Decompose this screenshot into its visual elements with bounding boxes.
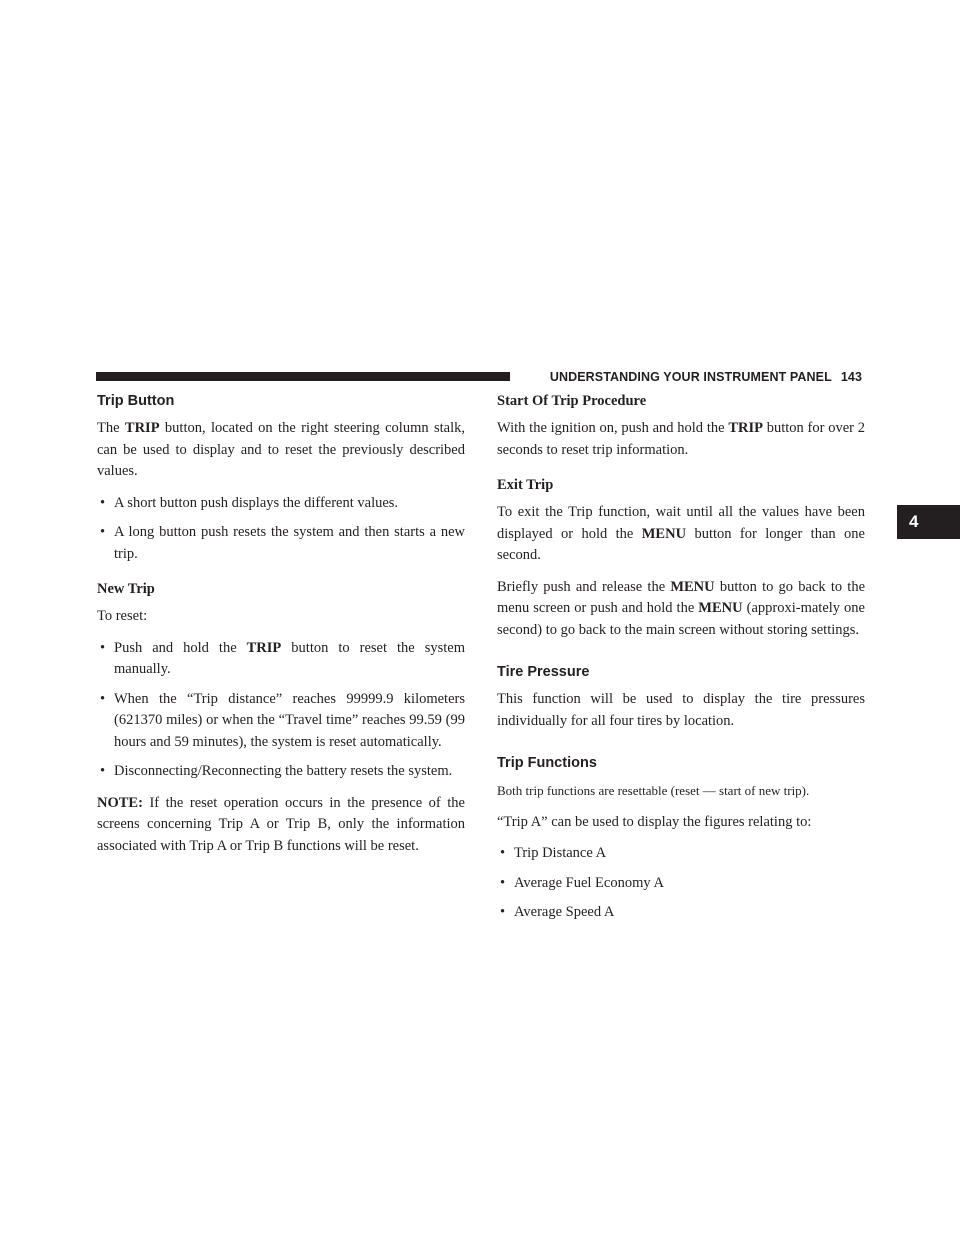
heading-trip-button: Trip Button (97, 393, 175, 409)
trip-keyword: TRIP (246, 639, 282, 656)
new-trip-intro: To reset: (97, 608, 148, 624)
trip-button-paragraph: The TRIP button, located on the right steering column stalk, can be used to display and to reset the previously described values. (97, 420, 465, 479)
heading-start-of-trip: Start Of Trip Procedure (497, 393, 647, 409)
trip-keyword: TRIP (124, 420, 160, 436)
list-item: • A long button push resets the system and then starts a new trip. (100, 524, 465, 562)
heading-new-trip: New Trip (97, 581, 155, 597)
trip-functions-paragraph-2: “Trip A” can be used to display the figures relating to: (497, 813, 812, 830)
trip-button-list (97, 493, 465, 566)
start-trip-paragraph: With the ignition on, push and hold the TRIP button for over 2 seconds to reset trip information. (497, 420, 866, 458)
heading-trip-functions: Trip Functions (497, 755, 597, 771)
exit-trip-paragraph-2: Briefly push and release the MENU button to go back to the menu screen or push and hold the MENU (approxi-mately one second) to go back to the main screen without storing settings. (497, 578, 865, 638)
trip-functions-paragraph-1: Both trip functions are resettable (reset — start of new trip). (497, 783, 810, 798)
right-column (497, 392, 865, 934)
left-column (97, 392, 465, 867)
exit-trip-paragraph-1: To exit the Trip function, wait until all the values have been displayed or hold the MENU button for longer than one second. (497, 504, 865, 563)
list-item: • Trip Distance A (500, 845, 607, 861)
list-item: • When the “Trip distance” reaches 99999.9 kilometers (621370 miles) or when the “Travel time” reaches 99.59 (99 hours and 59 minutes), the system is reset automatically. (100, 690, 465, 750)
section-title: UNDERSTANDING YOUR INSTRUMENT PANEL (549, 370, 832, 384)
heading-tire-pressure: Tire Pressure (497, 664, 590, 680)
page-number: 143 (840, 370, 862, 384)
list-item: • Average Speed A (500, 904, 615, 920)
chapter-tab[interactable] (897, 505, 960, 539)
header-rule (96, 372, 510, 381)
list-item: • Disconnecting/Reconnecting the battery resets the system. (100, 763, 453, 779)
heading-exit-trip: Exit Trip (497, 477, 554, 493)
trip-keyword: TRIP (728, 420, 763, 436)
tire-pressure-paragraph: This function will be used to display the tire pressures individually for all four tires by location. (497, 691, 865, 729)
note-paragraph: NOTE: If the reset operation occurs in the presence of the screens concerning Trip A or Trip B, only the information associated with Trip A or Trip B functions will be reset. (97, 794, 465, 854)
menu-keyword: MENU (698, 600, 743, 616)
menu-keyword: MENU (641, 525, 687, 542)
running-header (521, 370, 862, 384)
list-item: • A short button push displays the different values. (100, 494, 399, 511)
new-trip-list (97, 638, 465, 783)
chapter-number: 4 (909, 512, 919, 531)
list-item: • Push and hold the TRIP button to reset the system manually. (100, 639, 465, 677)
note-label: NOTE: (97, 794, 143, 811)
trip-functions-list (497, 843, 865, 924)
menu-keyword: MENU (670, 578, 715, 595)
list-item: • Average Fuel Economy A (500, 874, 664, 891)
